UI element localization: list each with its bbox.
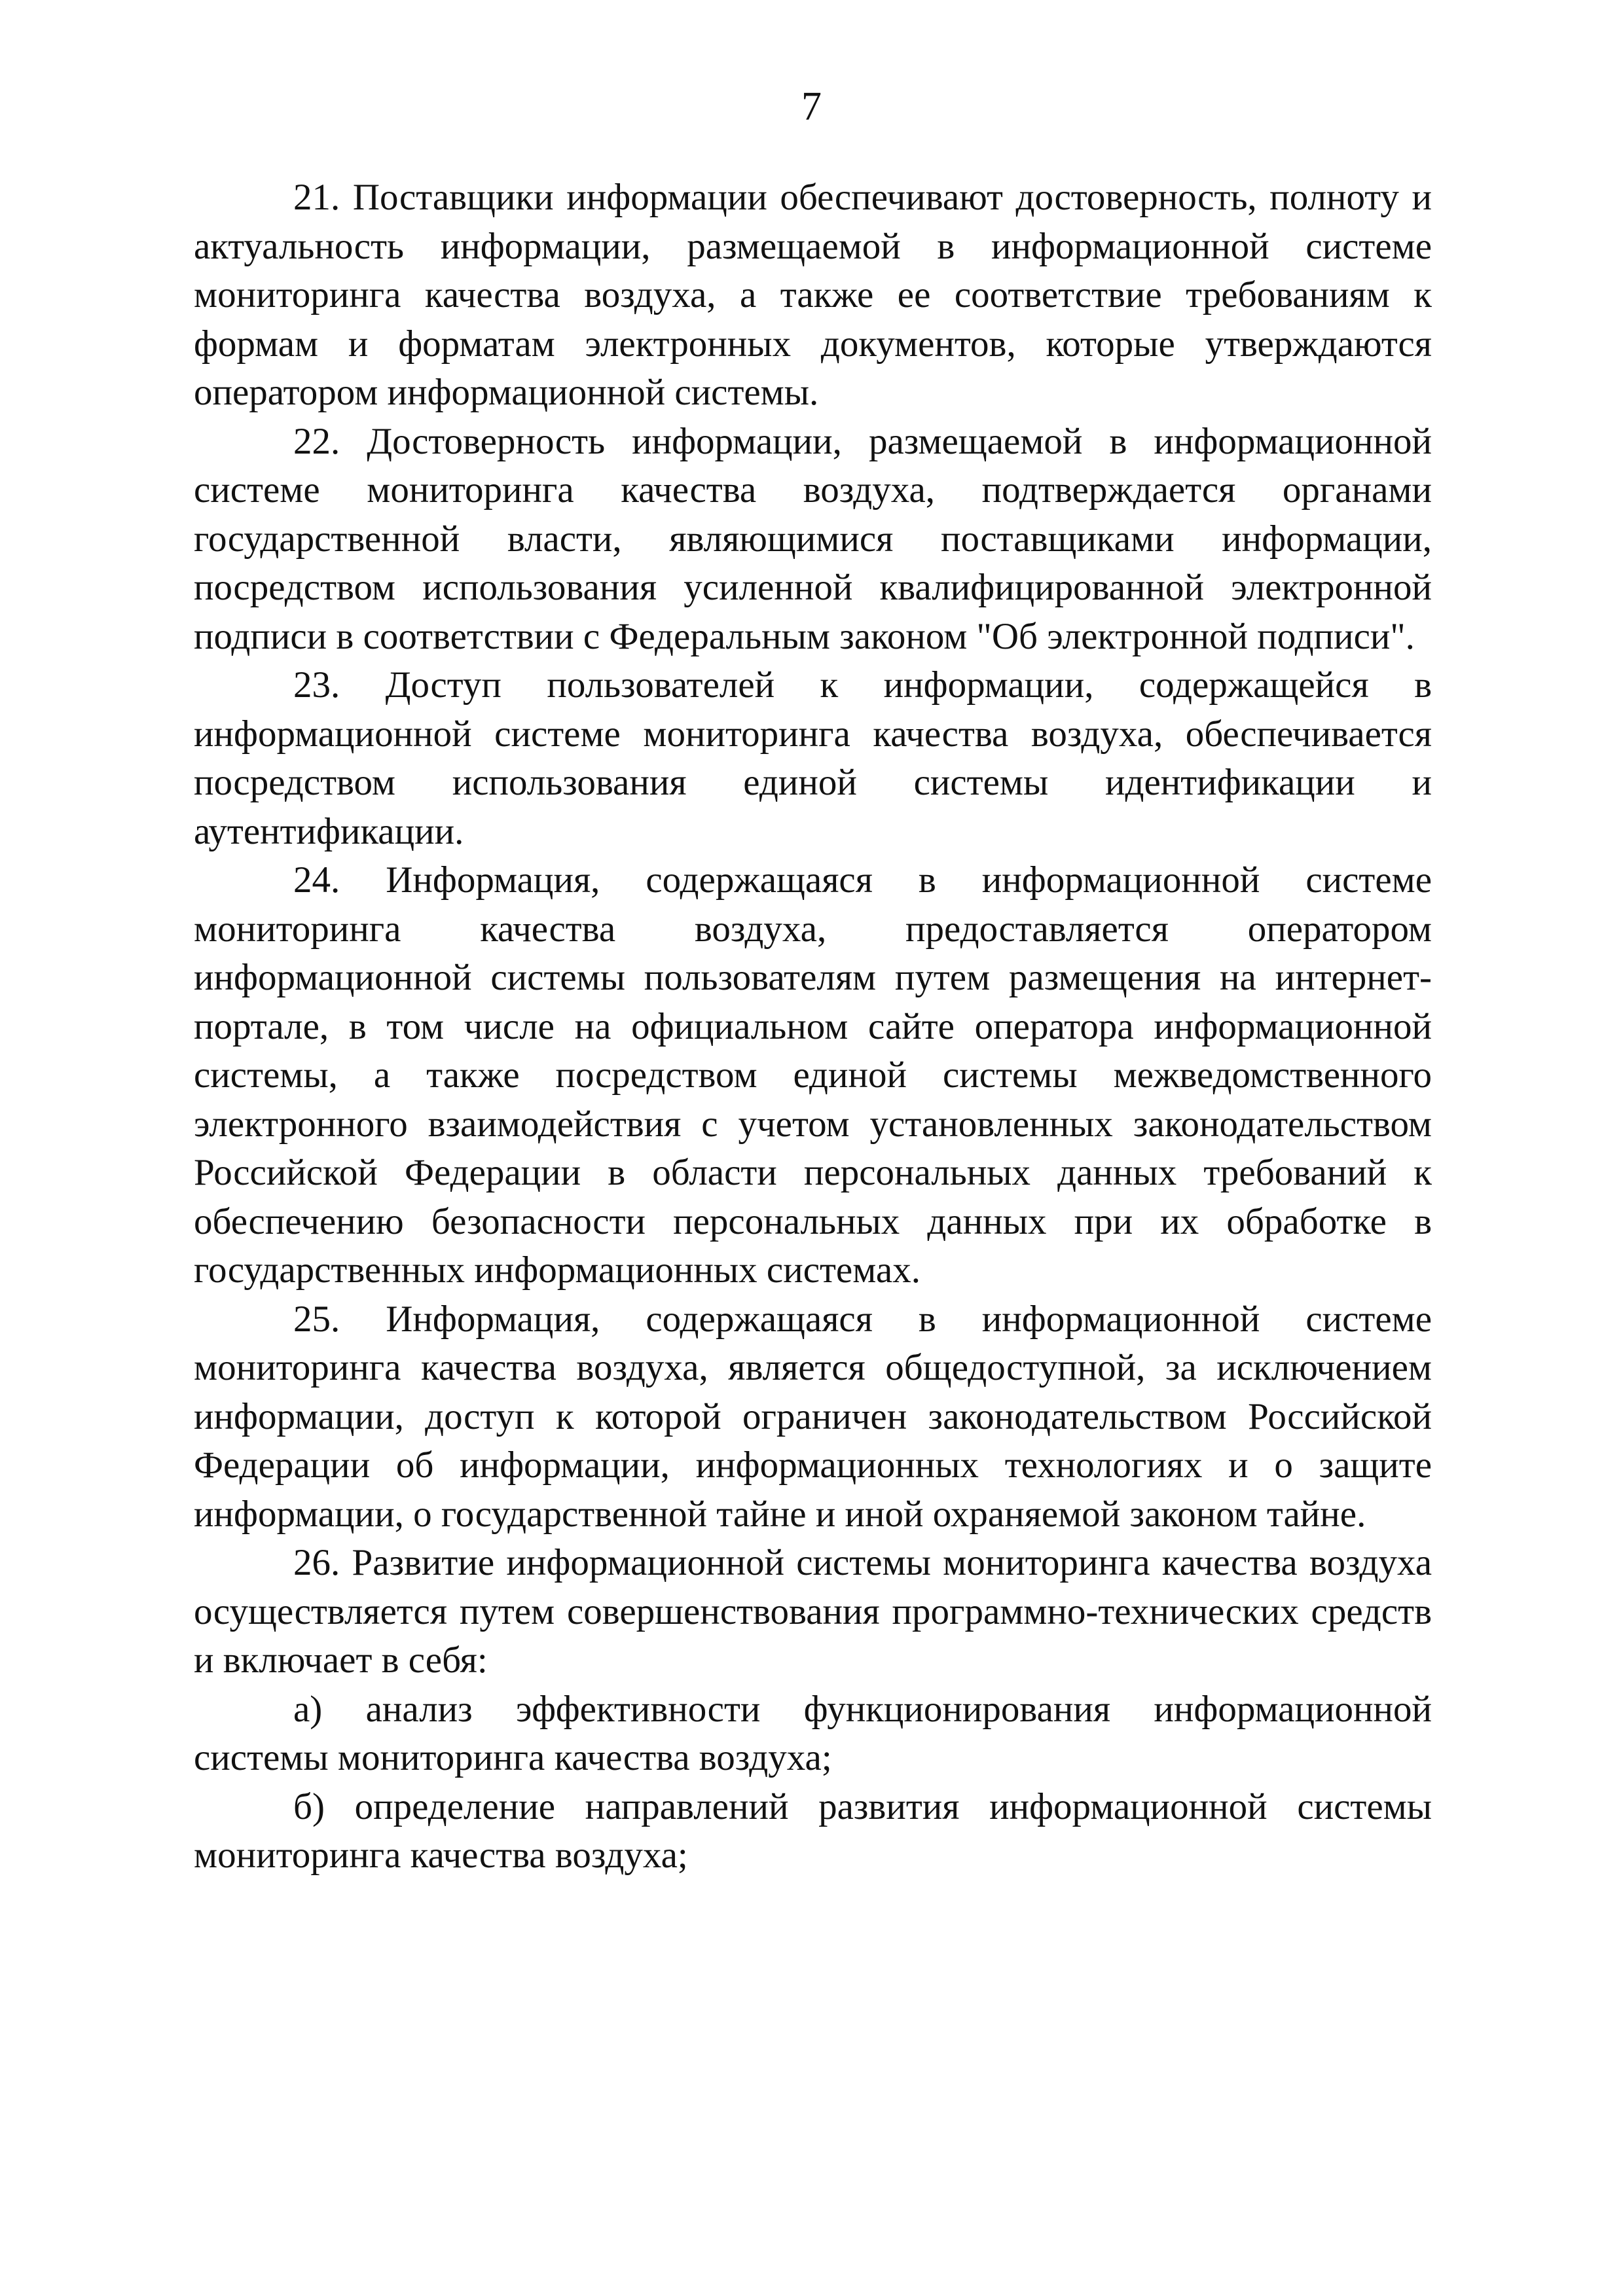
list-item-b: [194, 1783, 1432, 1880]
paragraph-number: 25.: [293, 1298, 340, 1340]
paragraph-26: [194, 1539, 1432, 1685]
paragraph-22: [194, 418, 1432, 662]
paragraph-number: 26.: [293, 1542, 340, 1583]
paragraph-text: Доступ пользователей к информации, содержащейся в информационной системе мониторинга качества воздуха, обеспечивается посредством использования единой системы идентификации и аутентификации.: [194, 664, 1432, 852]
list-item-marker: б): [293, 1785, 325, 1827]
paragraph-number: 21.: [293, 177, 340, 218]
list-item-a: [194, 1685, 1432, 1783]
document-body: [194, 173, 1432, 1880]
paragraph-24: [194, 856, 1432, 1295]
list-item-text: анализ эффективности функционирования информационной системы мониторинга качества воздуха;: [194, 1688, 1432, 1778]
paragraph-23: [194, 661, 1432, 856]
list-item-text: определение направлений развития информационной системы мониторинга качества воздуха;: [194, 1785, 1432, 1876]
paragraph-number: 23.: [293, 664, 340, 706]
paragraph-text: Информация, содержащаяся в информационной системе мониторинга качества воздуха, предоставляется оператором информационной системы пользователям путем размещения на интернет-портале, в том числе на официальном сайте оператора информационной системы, а также посредством единой системы межведомственного электронного взаимодействия с учетом установленных законодательством Российской Федерации в области персональных данных требований к обеспечению безопасности персональных данных при их обработке в государственных информационных системах.: [194, 859, 1432, 1291]
paragraph-21: [194, 173, 1432, 418]
page-number: 7: [801, 84, 822, 129]
paragraph-text: Поставщики информации обеспечивают достоверность, полноту и актуальность информации, размещаемой в информационной системе мониторинга качества воздуха, а также ее соответствие требованиям к формам и форматам электронных документов, которые утверждаются оператором информационной системы.: [194, 177, 1432, 413]
list-item-marker: а): [293, 1688, 323, 1730]
paragraph-number: 22.: [293, 420, 340, 462]
paragraph-number: 24.: [293, 859, 340, 901]
paragraph-text: Развитие информационной системы мониторинга качества воздуха осуществляется путем совершенствования программно-технических средств и включает в себя:: [194, 1542, 1432, 1681]
paragraph-text: Достоверность информации, размещаемой в информационной системе мониторинга качества воздуха, подтверждается органами государственной власти, являющимися поставщиками информации, посредством использования усиленной квалифицированной электронной подписи в соответствии с Федеральным законом "Об электронной подписи".: [194, 420, 1432, 657]
paragraph-text: Информация, содержащаяся в информационной системе мониторинга качества воздуха, является общедоступной, за исключением информации, доступ к которой ограничен законодательством Российской Федерации об информации, информационных технологиях и о защите информации, о государственной тайне и иной охраняемой законом тайне.: [194, 1298, 1432, 1535]
paragraph-25: [194, 1295, 1432, 1539]
